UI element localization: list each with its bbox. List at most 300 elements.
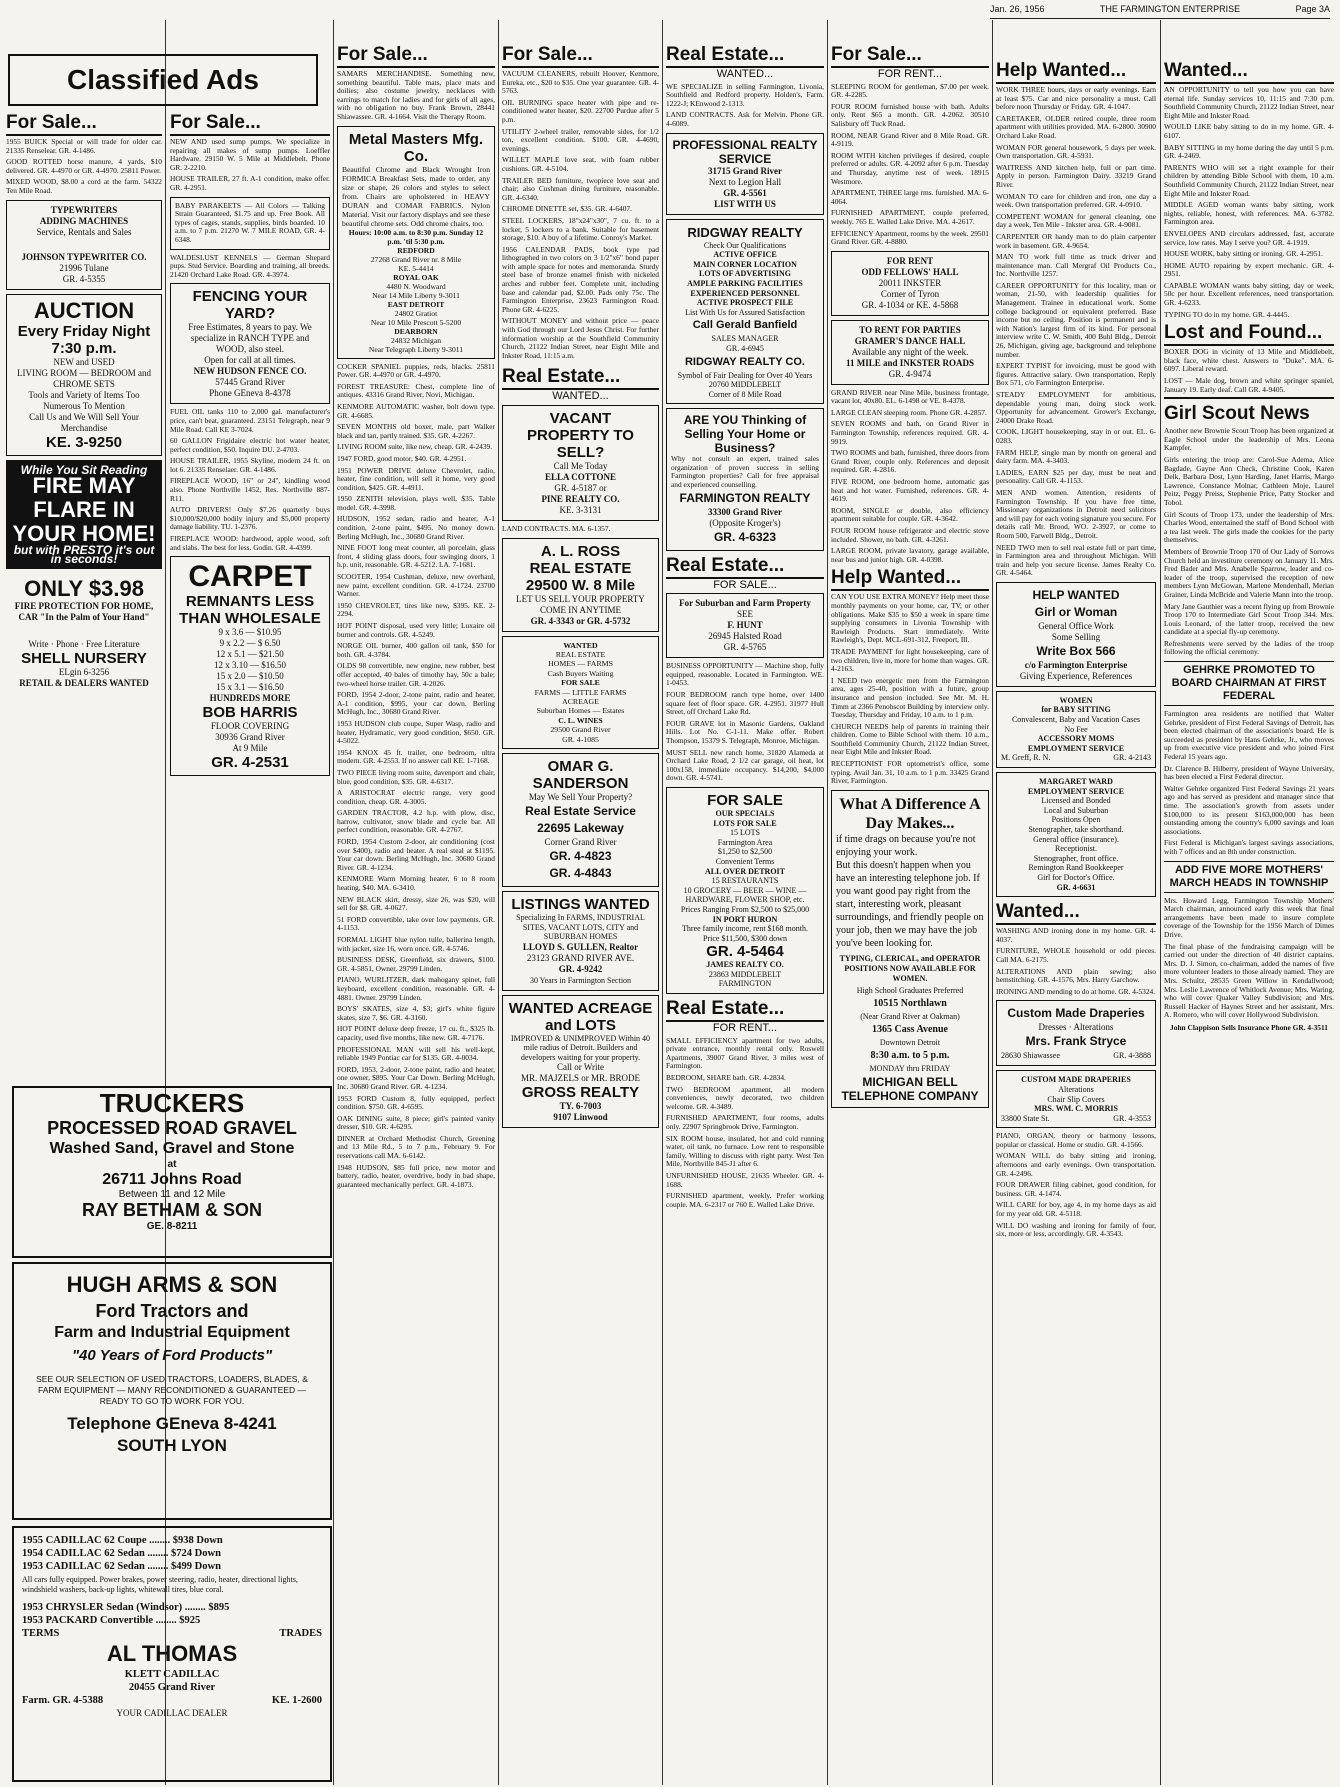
ad-text: HOME AUTO repairing by expert mechanic. GR. 4-2951. [1164,260,1334,279]
ad-text: BUSINESS DESK, Greenfield, six drawers, $100. GR. 4-5851, Owner. 29799 Linden. [337,955,495,973]
ad-line: EXPERIENCED PERSONNEL [690,288,800,298]
ad-line: FARMINGTON [718,979,772,989]
ad-title: AUCTION [33,297,135,323]
ad-title: CUSTOM MADE DRAPERIES [1021,1075,1131,1085]
column-rule [165,20,166,1785]
carpet-size: 9 x 2.2 — $ 6.50 [219,638,281,649]
section-heading: For Sale... [6,112,162,136]
ad-text: MEN AND women. Attention, residents of Farmington Township. If you have free time, Missionary organizations in Detroit need solicitors and will pay for each voting signature you secure. For details call Mr. Brood, WO. 2-3927, or come to Room 500, Farwell Bldg., Detroit. [996,487,1156,540]
column-3 [337,44,495,1782]
ad-title: FENCING YOUR YARD? [192,288,308,323]
ad-text: STEEL LOCKERS, 18"x24"x30", 7 cu. ft. to a locker, 5 lockers to a bank. Suitable for basement storage, $10. A buy of a lifetime. Conroy's Market. [502,215,659,243]
ad-line: Suburban Homes — Estates [536,706,625,716]
section-heading: Real Estate... [666,998,824,1022]
ad-line: GR. 4-5355 [62,273,106,284]
ad-line: Licensed and Bonded [1041,796,1111,806]
ad-text: BOYS' SKATES, size 4, $3; girl's white figure skates, size 7, $6. GR. 4-3160. [337,1004,495,1022]
ad-text: Another new Brownie Scout Troop has been organized at Eagle School under the leadership of Mrs. Leona Kampfer. [1164,426,1334,453]
ross-ad [502,538,659,632]
ad-text: AUTO DRIVERS! Only $7.26 quarterly buys $10,000/$20,000 bodily injury and $5,000 property damage liability. TU. 1-2376. [170,505,330,532]
ad-line: Telephone GEneva 8-4241 [67,1414,277,1433]
ad-text: GARDEN TRACTOR, 4.2 h.p. with plow, disc, harrow, cultivator, snow blade and cycle bar. All perfect condition, reasonable. GR. 4-2767. [337,808,495,835]
ad-text: FORD, 1953, 2-door, 2-tone paint, radio and heater, one owner, $895. Your Car Down. Berling McHugh, Inc. 30680 Grand River. GR. 4-1234. [337,1064,495,1091]
ad-text: MIXED WOOD, $8.00 a cord at the farm. 54322 Ten Mile Road. [6,177,162,195]
ad-line: IMPROVED & UNIMPROVED Within 40 mile radius of Detroit. Builders and developers waiting for your property. [510,1033,651,1062]
ad-line: TERMS [22,1628,60,1639]
ad-line: NEW and USED [53,356,115,367]
section-heading: For Sale... [337,44,495,68]
ad-line: LLOYD S. GULLEN, Realtor [522,941,639,952]
ad-text: COMPETENT WOMAN for general cleaning, one day a week, Ten Mile - Inkster area. GR. 4-9081. [996,211,1156,230]
wines-ad [502,636,659,749]
column-rule [333,20,334,1785]
ad-line: Symbol of Fair Dealing for Over 40 Years [677,370,813,380]
ad-line: Three family income, rent $168 month. [682,924,808,934]
ad-line: Every Friday Night [17,322,151,340]
ad-line: But this doesn't happen when you have an interesting telephone job. If you want good pay right from the start, interesting work, pleasant surroundings, and friendly people on your job, then we may have the job you've been looking for. [836,859,984,949]
professional-realty-ad [666,133,824,215]
ad-line: Call or Write [557,1062,604,1073]
section-heading: Wanted... [1164,60,1334,84]
ad-line: FLOOR COVERING [210,721,290,732]
ad-line: 1365 Cass Avenue [872,1023,948,1035]
car-listing: 1953 CHRYSLER Sedan (Windsor) ........ $895 [22,1602,230,1613]
ad-list [996,927,1156,996]
ad-line: GR. 4-3553 [1113,1113,1151,1123]
ad-line: Phone GEneva 8-4378 [209,388,291,399]
ad-text: WORK THREE hours, days or early evenings. Earn at least $75. Car and nice personality a must. Call before noon Thursday or Friday. GR. 4-1047. [996,85,1156,112]
ad-text: MAN TO work full time as truck driver and maintenance man. Call Mergraf Oil Products Co., Inc. Northville 1257. [996,252,1156,279]
ad-line: GR. 4-6631 [1056,882,1096,892]
ad-line: LET US SELL YOUR PROPERTY [516,593,645,604]
ad-title: HUGH ARMS & SON [66,1272,278,1297]
ad-line: Mrs. Frank Stryce [1025,1034,1127,1049]
ad-line: GR. 4-3888 [1113,1051,1151,1061]
ad-text: CHURCH NEEDS help of parents in training their children. Come to Bible School with them. 10 a.m., Southfield Community Church, 21122 Indian Street, near Eight Mile and Inkster Road. [831,721,989,757]
ad-title: WANTED [563,640,598,650]
ad-line: GR. 4-5765 [723,642,767,653]
ad-line: REDFORD [397,245,435,255]
column-rule [662,20,663,1785]
carpet-size: 12 x 3.10 — $16.50 [214,660,286,671]
ad-line: Near Telegraph Liberty 9-3011 [368,344,464,354]
ad-text: ROOM, SINGLE or double, also efficiency apartment suitable for couple. GR. 4-3642. [831,505,989,524]
ad-line: FIRE PROTECTION FOR HOME, CAR "In the Palm of Your Hand" [14,601,154,623]
ad-text: LIVING ROOM suite, like new, cheap. GR. 4-2439. [337,442,493,452]
ad-text: HUDSON, 1952 sedan, radio and heater, A-1 condition, 2-tone paint, $495. No money down. Berling McHugh, Inc., 30680 Grand River. [337,514,495,541]
ad-line: GE. 8-8211 [146,1221,198,1232]
ad-text: ROOM, NEAR Grand River and 8 Mile Road. GR. 4-9119. [831,130,989,149]
ad-line: Positions Open [1051,815,1101,825]
ad-text: WILL CARE for boy, age 4, in my home days as aid for my year old. GR. 4-5118. [996,1200,1156,1219]
ad-line: General Office Work [1038,620,1114,631]
ad-line: 23863 MIDDLEBELT [708,969,782,979]
ad-line: GR. 4-5561 [723,187,767,198]
ad-title: VACANT PROPERTY TO SELL? [527,410,634,461]
ad-text: FUEL OIL tanks 110 to 2,000 gal. manufacturer's price, can't beat, guaranteed. 23151 Telegraph, near 9 Mile Road. Call KE 3-7024. [170,407,330,434]
ad-line: 4480 N. Woodward [386,281,446,291]
column-1 [6,112,162,1072]
ad-line: GR. 4-4843 [549,866,612,881]
ad-line: 30 Years in Farmington Section [529,975,632,985]
ad-text: 1948 HUDSON, $85 full price, new motor and battery, radio, heater, overdrive, body in bad shape, guaranteed mechanically perfect. GR. 4-1873. [337,1162,495,1189]
ad-text: ROOM WITH kitchen privileges if desired, couple preferred or adults. GR. 4-2092 after 6 p.m. Tuesday and Thursday, anytime rest of week. 18915 Westmore. [831,150,989,186]
ad-line: Price $11,500, $300 down [703,933,787,943]
ad-list [666,1037,824,1210]
ad-line: GR. 4-6945 [726,343,764,353]
ad-line: MONDAY thru FRIDAY [869,1063,951,1073]
ad-line: Washed Sand, Gravel and Stone [49,1140,295,1157]
ad-line: at [167,1159,177,1170]
ad-line: 20455 Grand River [128,1682,216,1693]
ad-text: OAK DINING suite, 8 piece; girl's painted vanity dresser, $10. GR. 4-6295. [337,1113,495,1132]
ad-line: ADDING MACHINES [39,215,129,226]
ad-text: FOUR ROOM house refrigerator and electric stove included. Shower, no bath. GR. 4-3261. [831,526,989,544]
ad-price: ONLY $3.98 [24,576,144,602]
ad-title: AL THOMAS [106,1641,238,1666]
ad-text: Mary Jane Gauthier was a recent flying up from Brownie Troop 170 to Intermediate Girl Scout Troop 344. Mrs. Louis Leonard, of the latter troop, received the new candidate at a special fly-up ceremony. [1164,601,1334,637]
ad-text: FORD, 1954 Custom 2-door, air conditioning (cost over $400), radio and heater. A real steal at $1195. Your car down. Berling McHugh, Inc. 30680 Grand River. GR. 4-1234. [337,837,495,872]
margaret-ward-ad [996,772,1156,897]
section-heading: Real Estate... [666,44,824,68]
ad-line: if time drags on because you're not enjoying your work. [836,833,976,858]
ad-title: FOR SALE [707,791,783,809]
ad-list [996,86,1156,578]
ad-line: Stenographer, front office. [1033,853,1119,863]
ad-line: GR. 4-4823 [549,849,612,864]
ad-text: WOMAN TO care for children and iron, one day a week. Own transportation preferred. GR. 4-0910. [996,191,1156,210]
ad-line: MRS. WM. C. MORRIS [1034,1104,1118,1114]
ad-text: ALTERATIONS AND plain sewing; also hemstitching. GR. 4-1576, Mrs. Harry Garchow. [996,966,1156,985]
ad-text: Walter Gehrke organized First Federal Savings 21 years ago and has served as president and manager since that time. The association's growth from assets under $100,000 to its present $163,000,000 has been outstanding among the country's 6,000 savings and loan associations. [1164,783,1334,836]
ad-line: Between 11 and 12 Mile [118,1189,226,1200]
ad-line: Write Box 566 [1036,643,1116,658]
ad-line: Farm and Industrial Equipment [54,1324,290,1341]
ad-text: Mrs. Howard Legg, Farmington Township Mothers' March chairman, announced early this week that final arrangements have been made to insure complete coverage of the Township for the 1956 March of Dimes Drive. [1164,895,1334,939]
ad-line: Hours: 10:00 a.m. to 8:30 p.m. Sunday 12 p.m. 'til 5:30 p.m. [348,227,484,246]
ad-line: Stenographer, take shorthand. [1028,825,1124,834]
ad-text: CAN YOU USE EXTRA MONEY? Help meet those monthly payments on your home, car, TV, or other obligations. Make $35 to $50 a week in spare time supplying consumers in Livonia Township with Rawleigh Products. Start immediately. Write Rawleigh's, Dept. MCL-691-312, Freeport, Ill. [831,592,989,645]
ad-line: Local and Suburban [1043,805,1109,815]
ad-title: WANTED ACREAGE and LOTS [508,999,653,1034]
column-rule [992,20,993,1785]
ad-text: LARGE ROOM, private lavatory, garage available, near bus and junior high. GR. 4-0398. [831,546,989,564]
classified-masthead: Classified Ads [8,54,318,106]
ad-line: SEE [736,609,753,620]
ad-line: 21996 Tulane [59,262,109,273]
ad-text: 1950 CHEVROLET, tires like new, $395. KE. 2-2294. [337,600,495,619]
ad-line: Convalescent, Baby and Vacation Cases [1011,715,1141,725]
ad-line: Downtown Detroit [879,1037,941,1047]
ad-line: but with PRESTO it's out in seconds! [13,543,155,566]
ad-text: FORMAL LIGHT blue nylon tulle, ballerina length, with jacket, size 16, worn once. GR. 4-5746. [337,935,495,953]
ad-line: FARMINGTON REALTY [679,490,811,505]
car-listing: 1954 CADILLAC 62 Sedan ........ $724 Down [22,1548,221,1559]
ad-line: 24802 Gratiot [394,308,438,318]
gross-realty-ad [502,995,659,1129]
ad-text: WAITRESS AND kitchen help, full or part time. Apply in person. Farmington Dairy. 33219 Grand River. [996,162,1156,189]
ad-text: LOST — Male dog, brown and white springer spaniel, January 19. Early deaf. Call GR. 4-9405. [1164,376,1334,394]
ad-text: WOMAN WILL do baby sitting and ironing, afternoons and early evenings. Own transportation. GR. 4-2496. [996,1151,1156,1178]
column-rule [827,20,828,1785]
ad-text: GOOD ROTTED horse manure, 4 yards, $10 delivered. GR. 4-4970 or GR. 4-4970. 25811 Power. [6,157,162,175]
ad-text: FIREPLACE WOOD, 16" or 24", kindling wood also. Phone Northville 1452, Res. Northville 887-R11. [170,476,330,503]
ad-list [1164,348,1334,394]
ad-line: GR. 4-9474 [888,368,932,379]
ad-line: GR. 4-5464 [706,943,784,961]
parakeets-ad: BABY PARAKEETS — All Colors — Talking Strain Guaranteed, $1.75 and up. Free Book. All types of cages, stands, supplies, birds boarded. 10 a.m. to 7 p.m. 21270 W. 7 MILE ROAD, GR. 4-6348. [170,197,330,250]
farmington-realty-ad [666,408,824,550]
page-header [990,4,1330,19]
section-heading: For Sale... [502,44,659,68]
article-heading: GEHRKE PROMOTED TO BOARD CHAIRMAN AT FIRST FEDERAL [1164,661,1334,706]
ad-line: 26711 Johns Road [102,1171,242,1188]
ad-text: FOUR DRAWER filing cabinet, good condition, for business. GR. 4-1474. [996,1180,1156,1198]
ad-text: The final phase of the fundraising campaign will be carried out under the direction of 40 district captains. Mrs. D. J. Simon, co-chairman, added the names of five more volunteer leaders to those already named. They are Mrs. Schultz, 28535 Green Willow in Kendallwood; Mrs. Leslie Lawrence of Whitlock Avenue; Mrs. Waring, who will cover Quaker Valley Subdivision; and Mrs. Russell Hacker of Haynes Street and her assistant, Mrs. A. Romero, who will cover Hollywood Subdivision. [1164,941,1334,1020]
ad-line: Cash Buyers Waiting [547,668,614,678]
ad-title: ARE YOU Thinking of Selling Your Home or Business? [683,413,807,456]
ad-text: CARETAKER, OLDER retired couple, three room apartment with utilities provided. MA. 6-2800. 30900 Orchard Lake Road. [996,113,1156,140]
ad-line: GR. 4-1085 [562,734,599,744]
ad-line: ACTIVE OFFICE [713,250,777,260]
ad-text: PARENTS WHO will set a right example for their children by attending Bible School with them, 10 a.m. Southfield Community Church, 21122 Indian Street, near Eight Mile and Inkster Road. [1164,162,1334,198]
ad-line: EMPLOYMENT SERVICE [1027,786,1125,796]
ad-line: EMPLOYMENT SERVICE [1027,743,1125,753]
ad-text: CARPENTER OR handy man to do plain carpenter work in basement. GR. 4-9654. [996,231,1156,250]
ad-line: Girl or Woman [1034,604,1118,619]
article-heading: Girl Scout News [1164,397,1334,425]
ad-text: GRAND RIVER near Nine Mile, business frontage, vacant lot, 40x80. EL. 6-1498 or VE. 8-4378. [831,387,989,406]
ad-line: 28630 Shiawassee [1001,1051,1060,1061]
section-heading: Wanted... [996,901,1156,925]
ad-line: Available any night of the week. [851,346,969,357]
footer-ad: John Clappison Sells Insurance Phone GR. 4-3511 [1170,1022,1328,1032]
ad-title: TO RENT FOR PARTIES [859,324,961,335]
ad-line: Call Me Today [553,461,608,471]
ad-text: BABY SITTING in my home during the day until 5 p.m. GR. 4-2469. [1164,142,1334,161]
ad-text: 51 FORD convertible, take over low payments. GR. 4-1153. [337,914,495,933]
ad-line: 29500 W. 8 Mile [525,576,636,594]
ad-text: PIANO, WURLITZER, dark mahogany spinet, full keyboard, excellent condition, reasonable. GR. 4-4881. Owner. 29799 Linden. [337,975,495,1002]
ad-line: GR. 4-6323 [713,529,777,544]
ad-text: COOK, LIGHT housekeeping, stay in or out. EL. 6-0283. [996,427,1156,445]
ad-text: WASHING AND ironing done in my home. GR. 4-4037. [996,926,1156,944]
column-rule [1160,20,1161,1785]
ad-text: PIANO, ORGAN, theory or harmony lessons, popular or classical. Home or studio. GR. 4-1566. [996,1131,1156,1149]
section-heading: Lost and Found... [1164,322,1334,346]
ad-line: GRAMER'S DANCE HALL [854,335,966,346]
ad-text: HOT POINT disposal, used very little; Luxaire oil burner and controls. GR. 4-5249. [337,621,495,639]
ad-text: SIX ROOM house, insulated, hot and cold running water, oil tank, no furnace. Low rent to responsible family. Willing to discuss with right party. West Ten Mile, Northville 845-J1 after 6. [666,1133,824,1169]
ad-title: For Suburban and Farm Property [679,598,811,609]
ad-text: VACUUM CLEANERS, rebuilt Hoover, Kenmore, Eureka, etc., $20 to $35. One year guarantee. GR. 4-5763. [502,69,659,96]
help-wanted-box [996,582,1156,687]
ad-line: HUNDREDS MORE [209,693,291,704]
ad-line: SALES MANAGER [711,334,779,344]
ad-text: BEDROOM, SHARE bath. GR. 4-2834. [666,1073,786,1083]
ad-text: OLDS 98 convertible, new engine, new rubber, best offer accepted, 40 bales of timothy hay, 50c a bale; two-wheel horse trailer. GR. 4-2026. [337,661,495,688]
ad-line: 57445 Grand River [215,377,285,388]
ad-line: c/o Farmington Enterprise [1024,659,1128,670]
ad-text: WOULD LIKE baby sitting to do in my home. GR. 4-6107. [1164,122,1334,140]
ad-line: 10515 Northlawn [873,997,947,1009]
ad-text: Farmington area residents are notified that Walter Gehrke, president of First Federal Savings of Detroit, has been elected chairman of the association's board. He is succeeded as president by Hans Gehrke, Jr., who moves up from executive vice president and who joined First Federal 15 years ago. [1164,709,1334,762]
car-listing: 1955 CADILLAC 62 Coupe ........ $938 Down [22,1535,223,1546]
ad-line: 30936 Grand River [215,732,285,743]
ad-line: (Opposite Kroger's) [709,517,781,528]
ad-text: SCOOTER, 1954 Cushman, deluxe, new overhaul, new paint, excellent condition. GR. 4-1724. 23700 Warner. [337,572,495,599]
ad-line: SHELL NURSERY [21,650,147,668]
ad-line: Chair Slip Covers [1047,1094,1105,1104]
ad-line: 15 RESTAURANTS [711,876,779,886]
ad-line: M. Greff, R. N. [1001,753,1051,763]
ad-line: NEW HUDSON FENCE CO. [193,366,307,377]
ad-text: Refreshments were served by the ladies of the troop following the official ceremony. [1164,638,1334,657]
section-heading: For Sale... [831,44,989,68]
article-heading: ADD FIVE MORE MOTHERS' MARCH HEADS IN TOWNSHIP [1164,861,1334,893]
ad-line: Next to Legion Hall [708,176,782,187]
ad-list [337,363,495,1190]
ad-text: CHROME DINETTE set, $35. GR. 4-6407. [502,204,632,214]
ad-text: LAND CONTRACTS. MA. 6-1357. [502,524,611,533]
column-rule [498,20,499,1785]
ad-text: 1956 CALENDAR PADS, book type pad lithographed in two colors on 3 1/2"x6" bond paper with ample space for notes and memoranda. Sturdy steel base of bronze enamel finish with nickeled arches and rubber feet. Complete unit, including base and calendar pad, $2.00. Pads only 75c. The Farmington Enterprise, 23623 Farmington Road. Phone GR. 4-6225. [502,244,659,314]
ad-line: While You Sit Reading [20,462,148,477]
ad-text: HOUSE WORK, baby sitting or ironing. GR. 4-2951. [1164,249,1323,259]
ad-line: GR. 4-2143 [1113,753,1151,763]
ad-text: MIDDLE AGED woman wants baby sitting, work nights, reliable, honest, with references. MA. 6-3782. Farmington area. [1164,200,1334,227]
ad-line: REAL ESTATE [529,559,632,577]
ad-line: MICHIGAN BELL TELEPHONE COMPANY [841,1074,979,1103]
section-subheading: FOR RENT... [877,68,943,80]
section-heading: Real Estate... [502,366,659,390]
ad-line: Farm. GR. 4-5388 [22,1695,104,1706]
column-6 [831,44,989,1782]
ad-text: FOUR GRAVE lot in Masonic Gardens, Oakland Hills. Lot No. C-1-11. Make offer. Robert Thompson, 15379 S. Telegraph, Monroe, Michigan. [666,718,824,745]
ad-line: AMPLE PARKING FACILITIES [687,278,803,288]
ad-line: Receptionist. [1055,844,1097,854]
ad-text: IRONING AND mending to do at home. GR. 4-5324. [996,986,1156,996]
ad-line: Corner of 8 Mile Road [708,389,782,399]
ad-text: NEW AND used sump pumps. We specialize in repairing all makes of sump pumps. Loeffler Hardware. 29150 W. 5 Mile at Middlebelt. Phone GR. 2-2210. [170,137,330,172]
ad-line: FOR SALE [561,678,600,688]
ad-line: All cars fully equipped. Power brakes, power steering, radio, heater, directional lights, windshield washers, back-up lights, whitewall tires, blue coral. [22,1575,298,1594]
ad-title: RIDGWAY REALTY [687,224,803,240]
ad-text: FORD, 1954 2-door, 2-tone paint, radio and heater, A-1 condition, $995, your car down. Berling McHugh, Inc., 30680 Grand River. [337,690,495,717]
section-heading: Real Estate... [666,555,824,579]
ad-text: SLEEPING ROOM for gentleman, $7.00 per week. GR. 4-2285. [831,81,989,100]
ad-title: Metal Masters Mfg. Co. [348,130,484,165]
ad-line: Why not consult an expert, trained sales organization of proven success in selling Farmington properties? Call for free appraisal and experienced counselling. [671,454,819,490]
ad-text: WOMAN FOR general housework, 5 days per week. Own transportation. GR. 4-5931. [996,142,1156,161]
ad-line: 31715 Grand River [708,165,782,176]
ad-list [831,389,989,565]
ad-line: Remington Rand Bookkeeper [1028,863,1124,873]
ad-title: FOR RENT [886,255,934,266]
ad-text: LARGE CLEAN sleeping room. Phone GR. 4-2857. [831,407,987,417]
ad-line: ROYAL OAK [393,272,439,282]
women-baby-sitting-ad [996,691,1156,768]
ad-line: Specializing In FARMS, INDUSTRIAL SITES, VACANT LOTS, CITY and SUBURBAN HOMES [516,913,645,942]
truckers-ad [12,1086,332,1258]
column-8 [1164,60,1334,1782]
ad-line: IN PORT HURON [712,914,778,924]
ad-line: RAY BETHAM & SON [81,1200,263,1220]
vacant-property-ad [502,405,659,521]
listings-wanted-ad [502,891,659,991]
ad-line: 23123 GRAND RIVER AVE. [526,952,635,963]
ad-text: WE SPECIALIZE in selling Farmington, Livonia, Southfield and Redford property. Holden's, Farm. 1222-J; KEnwood 2-1313. [666,81,824,108]
ad-text: ENVELOPES AND circulars addressed, fast, accurate service, low rates. May I serve you? GR. 4-1919. [1164,228,1334,247]
ad-text: FURNISHED APARTMENT, four rooms, adults only. 22907 Springbrook Drive, Farmington. [666,1113,824,1131]
ad-line: Check Our Qualifications [703,240,787,250]
ad-text: 60 GALLON Frigidaire electric hot water heater, perfect condition, $50. Inquire DU. 2-4703. [170,436,330,454]
ad-text: WILLET MAPLE love seat, with foam rubber cushions. GR. 4-5104. [502,155,659,173]
ad-text: TWO ROOMS and bath, furnished, three doors from Grand River, couple only. References and deposit required. GR. 4-2816. [831,448,989,475]
ad-title: CARPET [188,560,312,594]
ad-text: 1953 FORD Custom 8, fully equipped, perfect condition. $750. GR. 4-6595. [337,1093,495,1112]
ad-line: LOTS FOR SALE [713,818,777,828]
ad-line: Beautiful Chrome and Black Wrought Iron FORMICA Breakfast Sets, made to order, any size or shape, 26 colors and styles to select from. Chairs are upholstered in HEAVY DURAN and COMAR FABRICS. Nylon Material. Visit our factory displays and see these beautiful chrome sets. Odd chrome chairs, too. [342,164,490,228]
ad-line: Dresses · Alterations [1038,1022,1114,1033]
section-heading: Help Wanted... [996,60,1156,84]
ad-line: ACREAGE [562,697,599,707]
ad-line: Farmington Area [717,837,773,847]
ad-line: Near 14 Mile Liberty 9-3011 [372,290,460,300]
cadillac-ad [12,1526,332,1782]
ad-text: TRAILER BED furniture, twopiece love seat and chair; also Cushman dining furniture, reasonable. GR. 4-6340. [502,175,659,202]
ad-line: TY. 6-7003 [559,1101,602,1112]
ad-title: MARGARET WARD [1039,777,1113,787]
ad-line: Service, Rentals and Sales [36,226,132,237]
ad-text: NINE FOOT long meat counter, all porcelain, glass front, 4 sliding glass doors, four swinging doors, 1 h.p. unit, reasonable. GR. 4-5212. LA. 7-1681. [337,543,495,570]
ad-line: OUR SPECIALS [715,808,775,818]
ad-line: List With Us for Assured Satisfaction [685,307,805,317]
ad-line: GR. 4-5187 or [554,483,607,493]
ad-line: Real Estate Service [525,804,636,819]
ad-text: COCKER SPANIEL puppies, reds, blacks. 25811 Power. GR. 4-4970 or GR. 4-4970. [337,361,495,380]
ad-list [831,593,989,785]
section-heading: Help Wanted... [831,567,989,591]
ad-text: DINNER at Orchard Methodist Church, Greening and 13 Mile Rd., 5 to 7 p.m., February 9. For reservations call MA. 6-6142. [337,1133,495,1161]
ad-line: At 9 Mile [232,743,268,754]
ad-list [831,83,989,247]
ad-title: What A Difference A Day Makes... [839,795,981,832]
ad-line: "40 Years of Ford Products" [71,1347,273,1364]
ad-text: SMALL EFFICIENCY apartment for two adults, private entrance, monthly rental only. Roswell Apartments, 39007 Grand River, 3 miles west of Farmington. [666,1035,824,1071]
ad-text: NORGE OIL burner, 400 gallon oil tank, $50 for both. GR. 4-3784. [337,641,495,659]
ad-line: Tools and Variety of Items Too Numerous To Mention [28,389,140,411]
ad-line: Ford Tractors and [95,1301,249,1321]
ad-line: MR. MAJZELS or MR. BRODE [520,1073,640,1084]
ad-text: EXPERT TYPIST for invoicing, must be good with figures. Attractive salary. Own transportation. Reply Box 571, c/o Farmington Enterprise. [996,361,1156,388]
ad-text: WILL DO washing and ironing for family of four, six, more or less, accordingly. GR. 4-3543. [996,1220,1156,1239]
ad-text: FARM HELP, single man by month on general and dairy farm. MA. 4-3403. [996,447,1156,466]
ad-text: OIL BURNING space heater with pipe and re-conditioned water heater, $20. 22700 Purdue after 5 p.m. [502,97,659,124]
ad-line: 27268 Grand River nr. 8 Mile [370,254,462,264]
ad-line: Convenient Terms [715,856,775,866]
ad-line: 26945 Halsted Road [708,631,782,642]
ad-line: 9107 Linwood [553,1112,608,1123]
telephone-company-ad [831,790,989,1108]
ad-text: STEADY EMPLOYMENT for ambitious, dependable young man, doing stock work. Opportunity for advancement. Grower's Exchange, 24000 Drake Road. [996,390,1156,425]
ad-text: First Federal is Michigan's largest savings associations, with 7 offices and an 8th under construction. [1164,838,1334,856]
car-listing: 1953 PACKARD Convertible ........ $925 [22,1615,201,1626]
ad-text: TRADE PAYMENT for light housekeeping, care of two children, live in, more for home than wages. GR. 4-2163. [831,646,989,674]
ad-line: KE. 3-3131 [559,505,602,515]
ad-line: F. HUNT [727,620,763,631]
ad-line: Near 10 Mile Prescott 5-5200 [370,317,462,327]
